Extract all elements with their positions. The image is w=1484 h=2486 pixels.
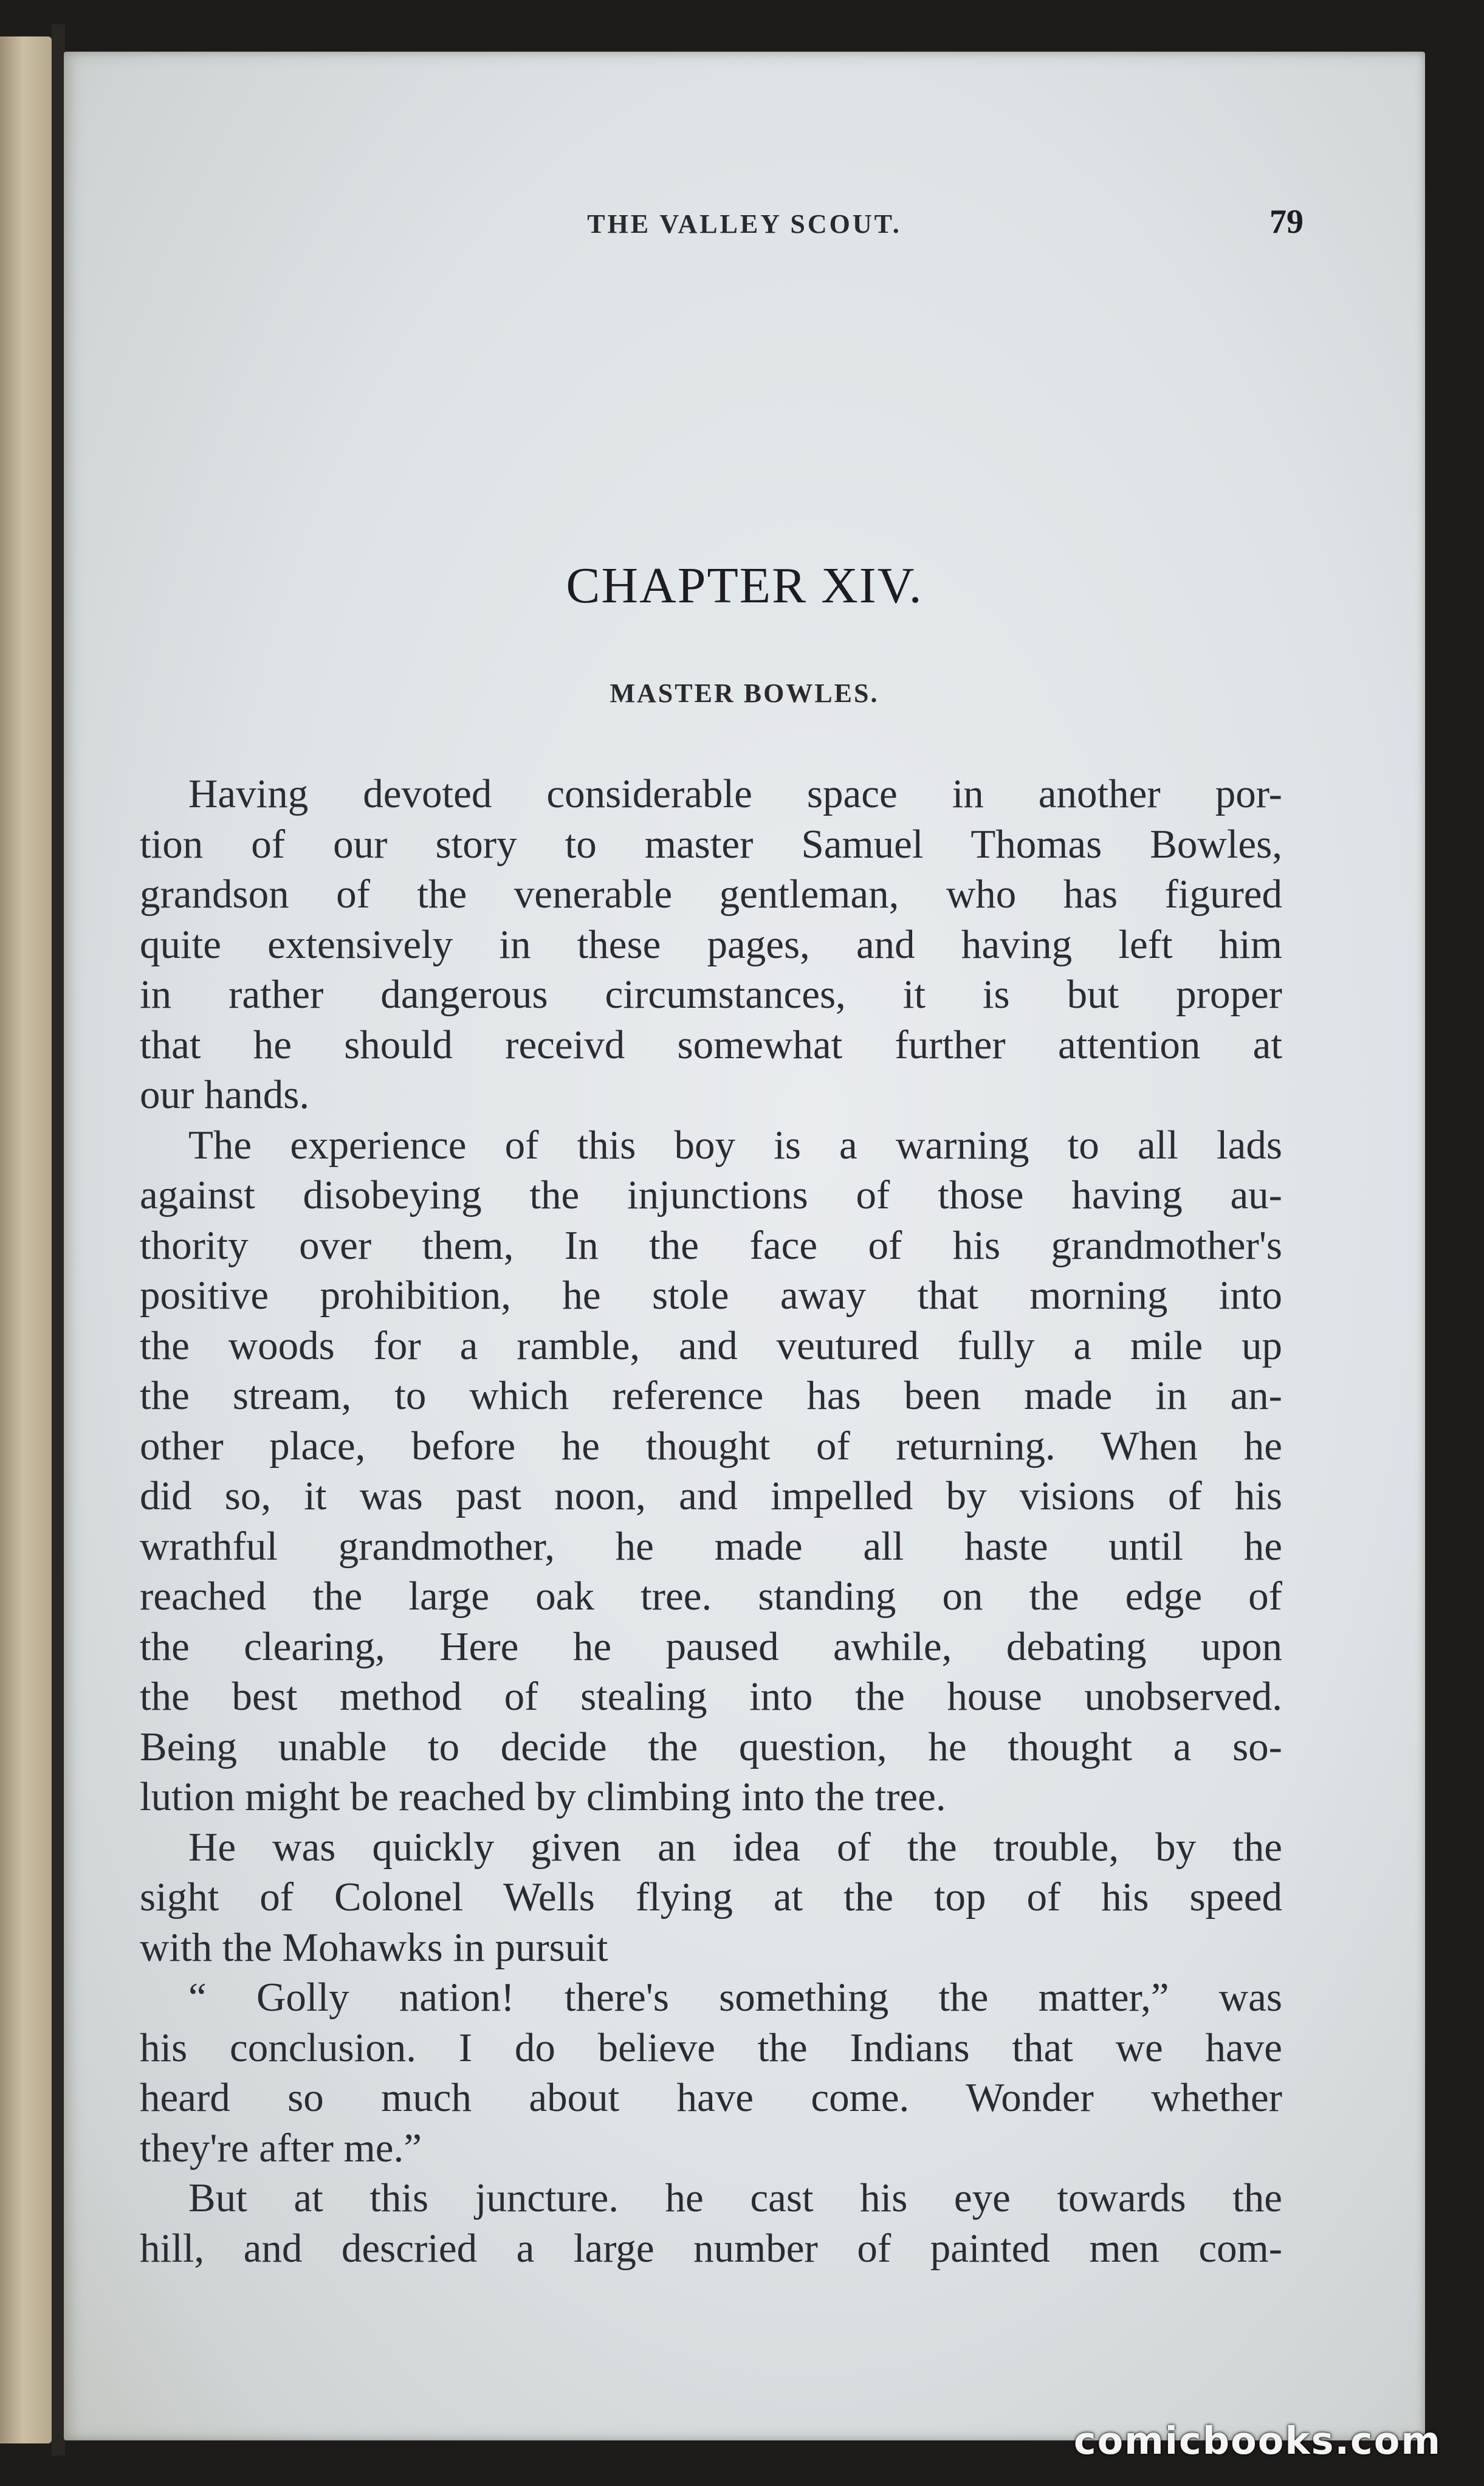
text-line: He was quickly given an idea of the trouble, by the — [188, 1824, 1282, 1870]
text-line: wrathful grandmother, he made all haste until he — [140, 1523, 1282, 1569]
book-page — [64, 52, 1425, 2440]
chapter-subtitle: MASTER BOWLES. — [610, 678, 879, 708]
text-line: the woods for a ramble, and veutured fully a mile up — [140, 1323, 1282, 1368]
text-line: thority over them, In the face of his grandmother's — [140, 1222, 1282, 1268]
chapter-title: CHAPTER XIV. — [566, 557, 923, 614]
text-line: sight of Colonel Wells flying at the top of his speed — [140, 1875, 1282, 1920]
text-line: Having devoted considerable space in another por- — [188, 771, 1282, 816]
text-line: in rather dangerous circumstances, it is but proper — [140, 972, 1282, 1017]
text-line: that he should receivd somewhat further attention at — [140, 1022, 1282, 1067]
text-line: heard so much about have come. Wonder whether — [140, 2075, 1282, 2120]
running-head: THE VALLEY SCOUT. — [587, 209, 902, 239]
text-line: with the Mohawks in pursuit — [140, 1924, 608, 1970]
text-line: hill, and descried a large number of painted men com- — [140, 2225, 1282, 2271]
text-line: The experience of this boy is a warning to all lads — [188, 1122, 1282, 1168]
text-line: Being unable to decide the question, he thought a so- — [140, 1724, 1282, 1769]
watermark: comicbooks.com — [1073, 2419, 1441, 2463]
previous-page-edge — [0, 36, 52, 2443]
text-line: quite extensively in these pages, and having left him — [140, 921, 1282, 967]
text-line: lution might be reached by climbing into the tree. — [140, 1774, 946, 1819]
text-line: our hands. — [140, 1072, 310, 1117]
text-line: positive prohibition, he stole away that morning into — [140, 1273, 1282, 1318]
text-line: did so, it was past noon, and impelled by visions of his — [140, 1473, 1282, 1518]
book-spine-gutter — [52, 24, 65, 2456]
text-line: other place, before he thought of returning. When he — [140, 1423, 1282, 1469]
page-number: 79 — [1269, 203, 1304, 241]
text-line: But at this juncture. he cast his eye towards the — [188, 2175, 1282, 2220]
text-line: reached the large oak tree. standing on the edge of — [140, 1574, 1282, 1619]
text-line: they're after me.” — [140, 2125, 422, 2171]
text-line: “ Golly nation! there's something the matter,” was — [188, 1975, 1282, 2020]
text-line: his conclusion. I do believe the Indians that we have — [140, 2025, 1282, 2070]
text-line: the best method of stealing into the house unobserved. — [140, 1674, 1282, 1719]
text-line: grandson of the venerable gentleman, who has figured — [140, 872, 1282, 917]
text-line: the clearing, Here he paused awhile, debating upon — [140, 1623, 1282, 1669]
body-text — [140, 769, 1282, 2273]
text-line: the stream, to which reference has been made in an- — [140, 1373, 1282, 1418]
text-line: tion of our story to master Samuel Thomas Bowles, — [140, 821, 1282, 867]
text-line: against disobeying the injunctions of those having au- — [140, 1172, 1282, 1217]
